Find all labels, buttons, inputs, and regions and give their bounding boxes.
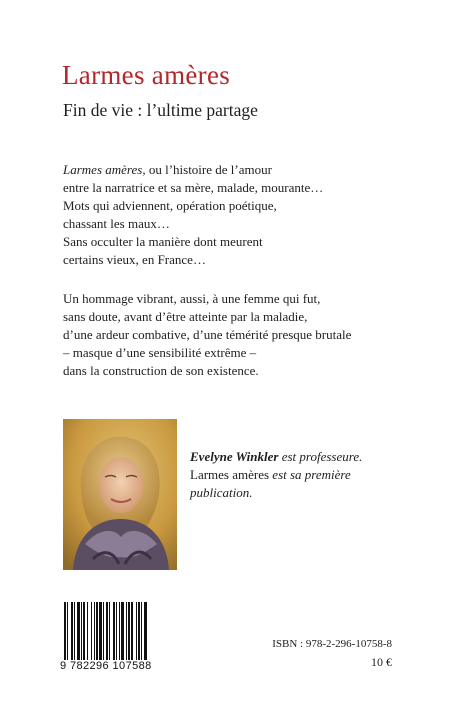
barcode-bar: [109, 602, 110, 660]
barcode-bar: [128, 602, 130, 660]
blurb-text: ou l’histoire de l’amour: [145, 162, 272, 177]
blurb-line: Sans occulter la manière dont meurent: [63, 234, 263, 249]
portrait-image: [63, 419, 177, 570]
barcode-bar: [99, 602, 102, 660]
author-bio-text: est sa première: [269, 467, 351, 482]
barcode-bar: [106, 602, 108, 660]
barcode-bars: [63, 602, 167, 660]
blurb-line: d’une ardeur combative, d’une témérité presque brutale: [63, 327, 352, 342]
barcode-bar: [119, 602, 120, 660]
barcode-bar: [74, 602, 75, 660]
blurb-title-italic: Larmes amères,: [63, 162, 146, 177]
barcode-bar: [91, 602, 92, 660]
barcode-bar: [144, 602, 147, 660]
barcode-bar: [138, 602, 140, 660]
author-photo: [63, 419, 177, 570]
blurb-line: – masque d’une sensibilité extrême –: [63, 345, 257, 360]
author-bio-line: [190, 466, 390, 484]
barcode-bar: [113, 602, 115, 660]
author-bio-line: [190, 448, 390, 466]
blurb-line: entre la narratrice et sa mère, malade, mourante…: [63, 180, 324, 195]
barcode-bar: [83, 602, 85, 660]
blurb-line: sans doute, avant d’être atteinte par la maladie,: [63, 309, 308, 324]
barcode-bar: [136, 602, 137, 660]
author-bio-text: publication.: [190, 485, 253, 500]
barcode-digits: 9 782296 107588: [60, 660, 152, 672]
author-book-title: Larmes amères: [190, 467, 270, 482]
author-bio: [190, 448, 390, 502]
barcode-bar: [141, 602, 142, 660]
author-bio-line: [190, 484, 390, 502]
author-name: Evelyne Winkler: [190, 449, 279, 464]
barcode-bar: [121, 602, 124, 660]
barcode-bar: [131, 602, 133, 660]
blurb-line: [63, 161, 393, 179]
blurb-line: chassant les maux…: [63, 216, 170, 231]
blurb-line: certains vieux, en France…: [63, 252, 206, 267]
barcode-bar: [71, 602, 73, 660]
barcode-bar: [94, 602, 95, 660]
blurb-line: Mots qui adviennent, opération poétique,: [63, 198, 277, 213]
book-subtitle: Fin de vie : l’ultime partage: [63, 100, 258, 120]
isbn: ISBN : 978-2-296-10758-8: [272, 638, 392, 650]
barcode-bar: [81, 602, 82, 660]
barcode-bar: [116, 602, 117, 660]
blurb: [63, 161, 393, 380]
barcode-bar: [87, 602, 88, 660]
blurb-line: Un hommage vibrant, aussi, à une femme qui fut,: [63, 291, 321, 306]
blurb-line: dans la construction de son existence.: [63, 363, 259, 378]
price: 10 €: [371, 655, 392, 669]
barcode-bar: [77, 602, 80, 660]
barcode-bar: [67, 602, 68, 660]
barcode-bar: [64, 602, 66, 660]
barcode-bar: [96, 602, 98, 660]
barcode-bar: [103, 602, 104, 660]
book-title: Larmes amères: [62, 60, 231, 90]
author-role: est professeure.: [278, 449, 363, 464]
barcode-bar: [126, 602, 127, 660]
